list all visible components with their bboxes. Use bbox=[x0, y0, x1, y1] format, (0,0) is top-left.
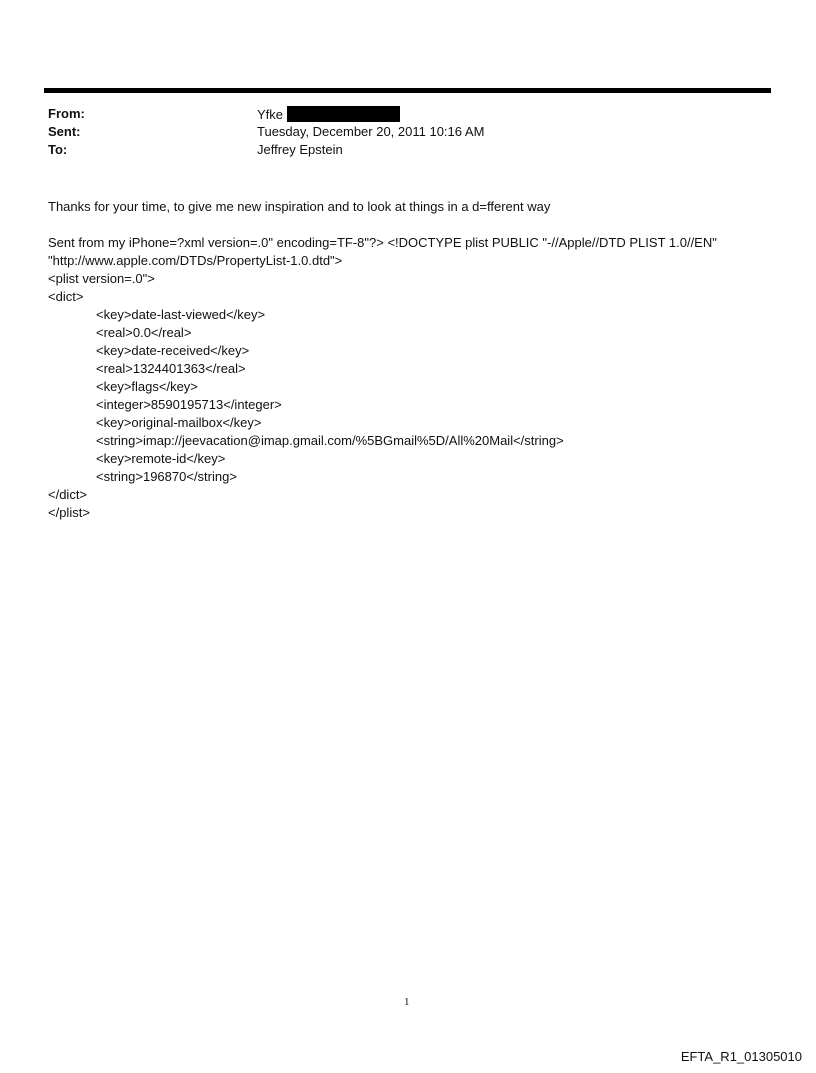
body-line: Sent from my iPhone=?xml version=.0" encoding=TF-8"?> <!DOCTYPE plist PUBLIC "-//Apple//DTD PLIST 1.0//EN" bbox=[48, 235, 717, 250]
body-line: <real>1324401363</real> bbox=[96, 361, 246, 376]
to-label: To: bbox=[48, 142, 68, 157]
body-line: <key>date-received</key> bbox=[96, 343, 250, 358]
footer-id: EFTA_R1_01305010 bbox=[680, 1049, 802, 1064]
body-line: <string>196870</string> bbox=[96, 469, 237, 484]
from-label: From: bbox=[48, 106, 85, 121]
from-name: Yfke bbox=[257, 107, 284, 122]
body-line: </dict> bbox=[48, 487, 88, 502]
body-line: <plist version=.0"> bbox=[48, 271, 155, 286]
message-text: Thanks for your time, to give me new inspiration and to look at things in a d=fferent way bbox=[48, 199, 551, 214]
sent-label: Sent: bbox=[48, 124, 81, 139]
body-line: "http://www.apple.com/DTDs/PropertyList-1.0.dtd"> bbox=[48, 253, 343, 268]
redaction-box bbox=[287, 106, 400, 122]
body-line: <string>imap://jeevacation@imap.gmail.com/%5BGmail%5D/All%20Mail</string> bbox=[96, 433, 564, 448]
body-line: <key>original-mailbox</key> bbox=[96, 415, 262, 430]
body-line: </plist> bbox=[48, 505, 90, 520]
body-line: <real>0.0</real> bbox=[96, 325, 192, 340]
body-line: <dict> bbox=[48, 289, 84, 304]
header-rule bbox=[44, 88, 771, 93]
to-value: Jeffrey Epstein bbox=[257, 142, 343, 157]
body-line: <key>remote-id</key> bbox=[96, 451, 226, 466]
body-line: <key>date-last-viewed</key> bbox=[96, 307, 266, 322]
body-line: <key>flags</key> bbox=[96, 379, 198, 394]
sent-value: Tuesday, December 20, 2011 10:16 AM bbox=[257, 124, 485, 139]
from-value bbox=[257, 106, 400, 122]
body-line: <integer>8590195713</integer> bbox=[96, 397, 282, 412]
page-number: 1 bbox=[404, 996, 410, 1008]
